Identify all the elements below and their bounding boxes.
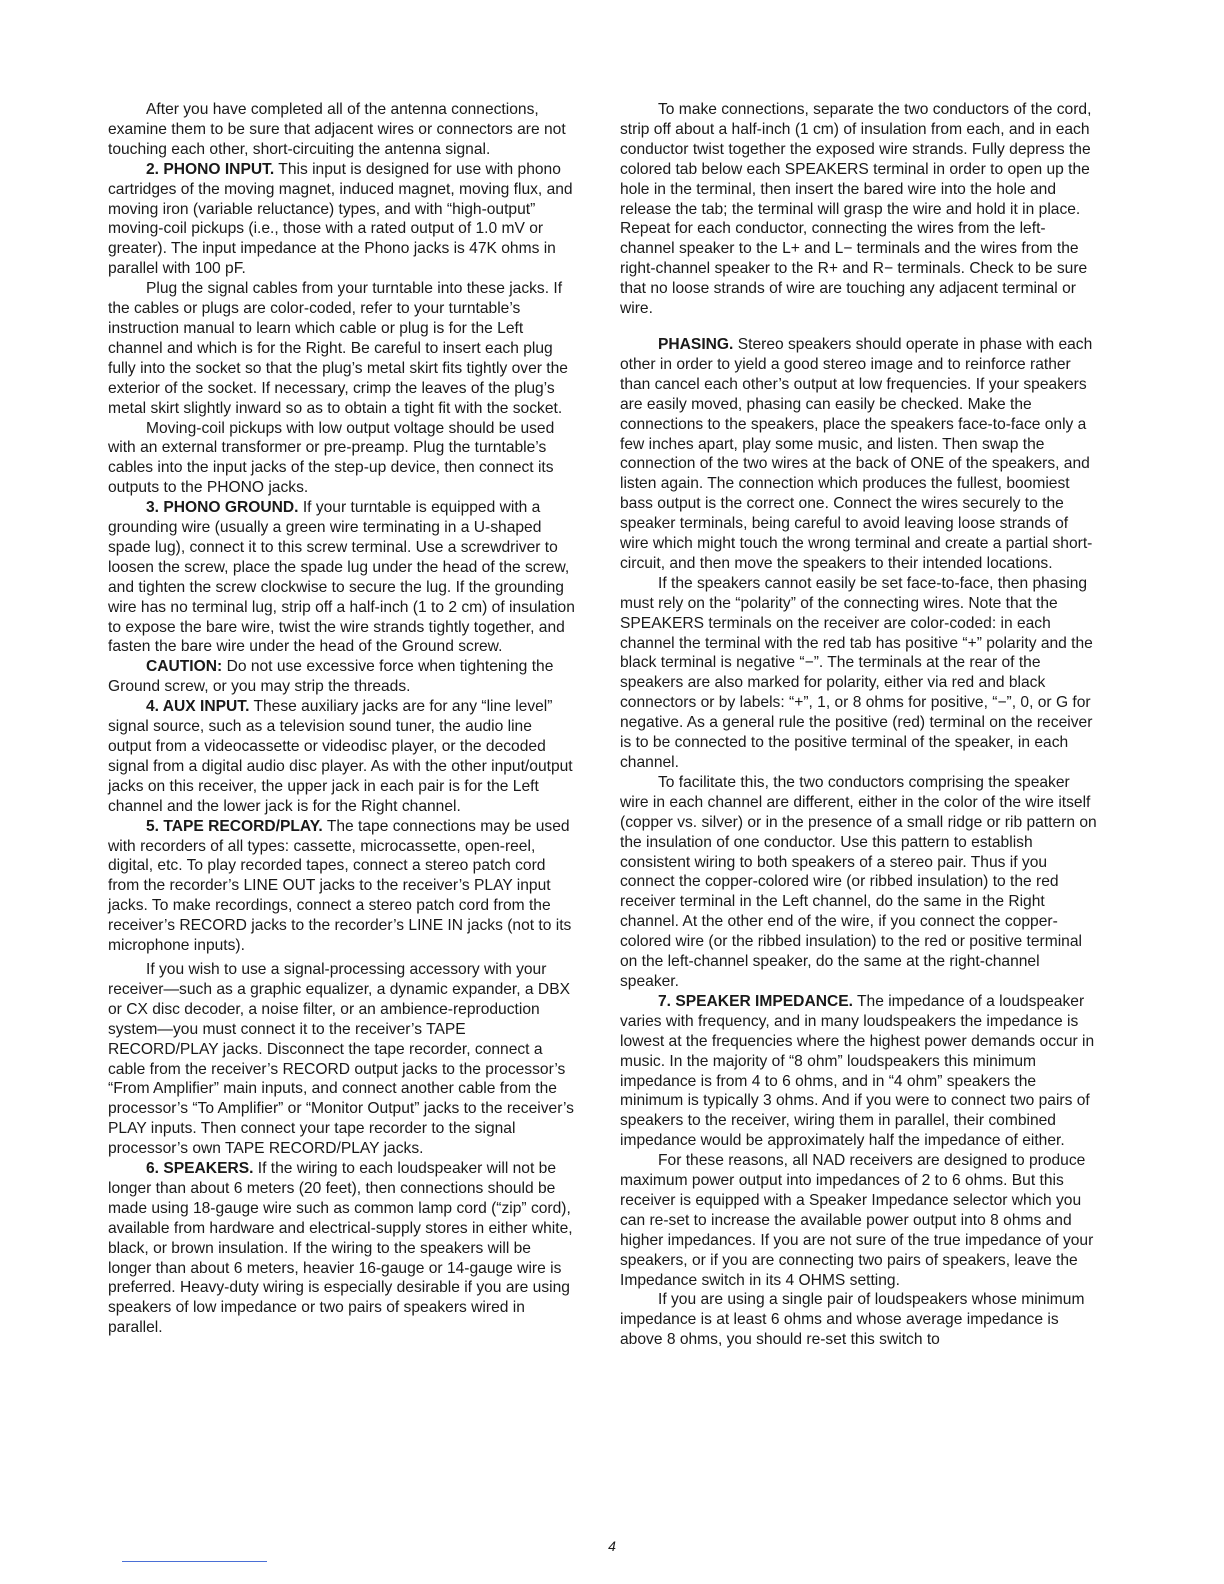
phono-ground-text: If your turntable is equipped with a grounding wire (usually a green wire terminating in a U-shaped spade lug), connect it to this screw terminal. Use a screwdriver to loosen the screw, place the spade lug under the head of the screw, and tighten the screw clockwise to secure the lug. If the grounding wire has no terminal lug, strip off a half-inch (1 to 2 cm) of insulation to expose the bare wire, twist the wire strands tightly together, and fasten the bare wire under the head of the Ground screw. [108, 499, 575, 656]
phasing-paragraph [620, 335, 1098, 574]
tape-paragraph [108, 817, 578, 956]
caution-heading: CAUTION: [146, 658, 223, 676]
speakers-paragraph [108, 1159, 578, 1338]
aux-input-paragraph [108, 697, 578, 816]
phono-input-text: This input is designed for use with phono cartridges of the moving magnet, induced magnet, moving flux, and moving iron (variable reluctance) types, and with “high-output” moving-coil pickups (i.e., those with a rated output of 1.0 mV or greater). The input impedance at the Phono jacks is 47K ohms in parallel with 100 pF. [108, 160, 573, 278]
page-number: 4 [608, 1538, 616, 1554]
phono-ground-paragraph [108, 498, 578, 657]
nad-paragraph: For these reasons, all NAD receivers are designed to produce maximum power output into impedances of 2 to 6 ohms. But this receiver is equipped with a Speaker Impedance selector which you can re-set to increase the available power output into 8 ohms and higher impedances. If you are not sure of the true impedance of your speakers, or if you are connecting two pairs of speakers, leave the Impedance switch in its 4 OHMS setting. [620, 1152, 1094, 1289]
moving-coil-paragraph: Moving-coil pickups with low output voltage should be used with an external transformer or pre-preamp. Plug the turntable’s cables into the input jacks of the step-up device, then connect its outputs to the PHONO jacks. [108, 419, 555, 497]
speakers-heading: 6. SPEAKERS. [146, 1160, 254, 1178]
facilitate-paragraph: To facilitate this, the two conductors comprising the speaker wire in each channel are different, either in the color of the wire itself (copper vs. silver) or in the presence of a small ridge or rib pattern on the insulation of one conductor. Use this pattern to establish consistent wiring to both speakers of a stereo pair. Thus if you connect the copper-colored wire (or ribbed insulation) to the red receiver terminal in the Left channel, do the same in the Right channel. At the other end of the wire, if you connect the copper-colored wire (or the ribbed insulation) to the red or positive terminal on the left-channel speaker, do the same at the right-channel speaker. [620, 773, 1097, 990]
plug-paragraph: Plug the signal cables from your turntable into these jacks. If the cables or plugs are color-coded, refer to your turntable’s instruction manual to learn which cable or plug is for the Left channel and which is for the Right. Be careful to insert each plug fully into the socket so that the plug’s metal skirt fits tightly over the exterior of the socket. If necessary, crimp the leaves of the plug’s metal skirt slightly inward so as to obtain a tight fit with the socket. [108, 280, 568, 417]
polarity-paragraph: If the speakers cannot easily be set face-to-face, then phasing must rely on the “polarity” of the connecting wires. Note that the SPEAKERS terminals on the receiver are color-coded: in each channel the terminal with the red tab has positive “+” polarity and the black terminal is negative “−”. The terminals at the rear of the speakers are also marked for polarity, either via red and black connectors or by labels: “+”, 1, or 8 ohms for positive, “−”, 0, or G for negative. As a general rule the positive (red) terminal on the receiver is to be connected to the positive terminal of the speaker, in each channel. [620, 574, 1093, 771]
aux-input-text: These auxiliary jacks are for any “line level” signal source, such as a television sound tuner, the audio line output from a videocassette or videodisc player, or the decoded signal from a digital audio disc player. As with the other input/output jacks on this receiver, the upper jack in each pair is for the Left channel and the lower jack is for the Right channel. [108, 698, 573, 815]
single-pair-paragraph: If you are using a single pair of loudspeakers whose minimum impedance is at least 6 ohms and whose average impedance is above 8 ohms, you should re-set this switch to [620, 1291, 1085, 1349]
phasing-heading: PHASING. [658, 335, 734, 353]
aux-input-heading: 4. AUX INPUT. [146, 698, 250, 716]
left-column [108, 100, 578, 1338]
phasing-text: Stereo speakers should operate in phase with each other in order to yield a good stereo image and to reinforce rather than cancel each other’s output at low frequencies. If your speakers are easily moved, phasing can easily be checked. Make the connections to the speakers, place the speakers face-to-face only a few inches apart, play some music, and listen. Then swap the connection of the two wires at the back of ONE of the speakers, and listen again. The connection which produces the fullest, boomiest bass output is the correct one. Connect the wires securely to the speaker terminals, being careful to avoid leaving loose strands of wire which might touch the wrong terminal and create a partial short-circuit, and then move the speakers to their intended locations. [620, 335, 1093, 572]
connections-paragraph: To make connections, separate the two conductors of the cord, strip off about a half-inch (1 cm) of insulation from each, and in each conductor twist together the exposed wire strands. Fully depress the colored tab below each SPEAKERS terminal in order to open up the hole in the terminal, then insert the bared wire into the hole and release the tab; the terminal will grasp the wire and hold it in place. Repeat for each conductor, connecting the wires from the left-channel speaker to the L+ and L− terminals and the wires from the right-channel speaker to the R+ and R− terminals. Check to be sure that no loose strands of wire are touching any adjacent terminal or wire. [620, 101, 1092, 318]
tape-text: The tape connections may be used with recorders of all types: cassette, microcassette, open-reel, digital, etc. To play recorded tapes, connect a stereo patch cord from the recorder’s LINE OUT jacks to the receiver’s PLAY input jacks. To make recordings, connect a stereo patch cord from the receiver’s RECORD jacks to the recorder’s LINE IN jacks (not to its microphone inputs). [108, 817, 572, 955]
phono-input-paragraph [108, 160, 578, 279]
caution-text: Do not use excessive force when tightening the Ground screw, or you may strip the threads. [108, 658, 554, 696]
impedance-paragraph [620, 992, 1098, 1151]
phono-input-heading: 2. PHONO INPUT. [146, 160, 275, 178]
impedance-heading: 7. SPEAKER IMPEDANCE. [658, 992, 853, 1010]
signal-processing-paragraph: If you wish to use a signal-processing accessory with your receiver—such as a graphic equalizer, a dynamic expander, a DBX or CX disc decoder, a noise filter, or an ambience-reproduction system—you must connect it to the receiver’s TAPE RECORD/PLAY jacks. Disconnect the tape recorder, connect a cable from the receiver’s RECORD output jacks to the processor’s “From Amplifier” main inputs, and connect another cable from the processor’s “To Amplifier” or “Monitor Output” jacks to the receiver’s PLAY inputs. Then connect your tape recorder to the signal processor’s own TAPE RECORD/PLAY jacks. [108, 960, 574, 1158]
speakers-text: If the wiring to each loudspeaker will not be longer than about 6 meters (20 feet), then connections should be made using 18-gauge wire such as common lamp cord (“zip” cord), available from hardware and electrical-supply stores in either white, black, or brown insulation. If the wiring to the speakers will be longer than about 6 meters, heavier 16-gauge or 14-gauge wire is preferred. Heavy-duty wiring is especially desirable if you are using speakers of low impedance or two pairs of speakers wired in parallel. [108, 1160, 573, 1337]
impedance-text: The impedance of a loudspeaker varies with frequency, and in many loudspeakers the impedance is lowest at the frequencies where the highest power demands occur in music. In the majority of “8 ohm” loudspeakers this minimum impedance is from 4 to 6 ohms, and in “4 ohm” speakers the minimum is typically 3 ohms. And if you were to connect two pairs of speakers to the receiver, wiring them in parallel, their combined impedance would be approximately half the impedance of either. [620, 992, 1095, 1150]
phono-ground-heading: 3. PHONO GROUND. [146, 499, 299, 517]
right-column [620, 100, 1098, 1350]
footer-rule [122, 1561, 267, 1562]
tape-heading: 5. TAPE RECORD/PLAY. [146, 817, 323, 835]
antenna-check-paragraph: After you have completed all of the antenna connections, examine them to be sure that adjacent wires or connectors are not touching each other, short-circuiting the antenna signal. [108, 101, 566, 158]
caution-paragraph [108, 657, 578, 697]
